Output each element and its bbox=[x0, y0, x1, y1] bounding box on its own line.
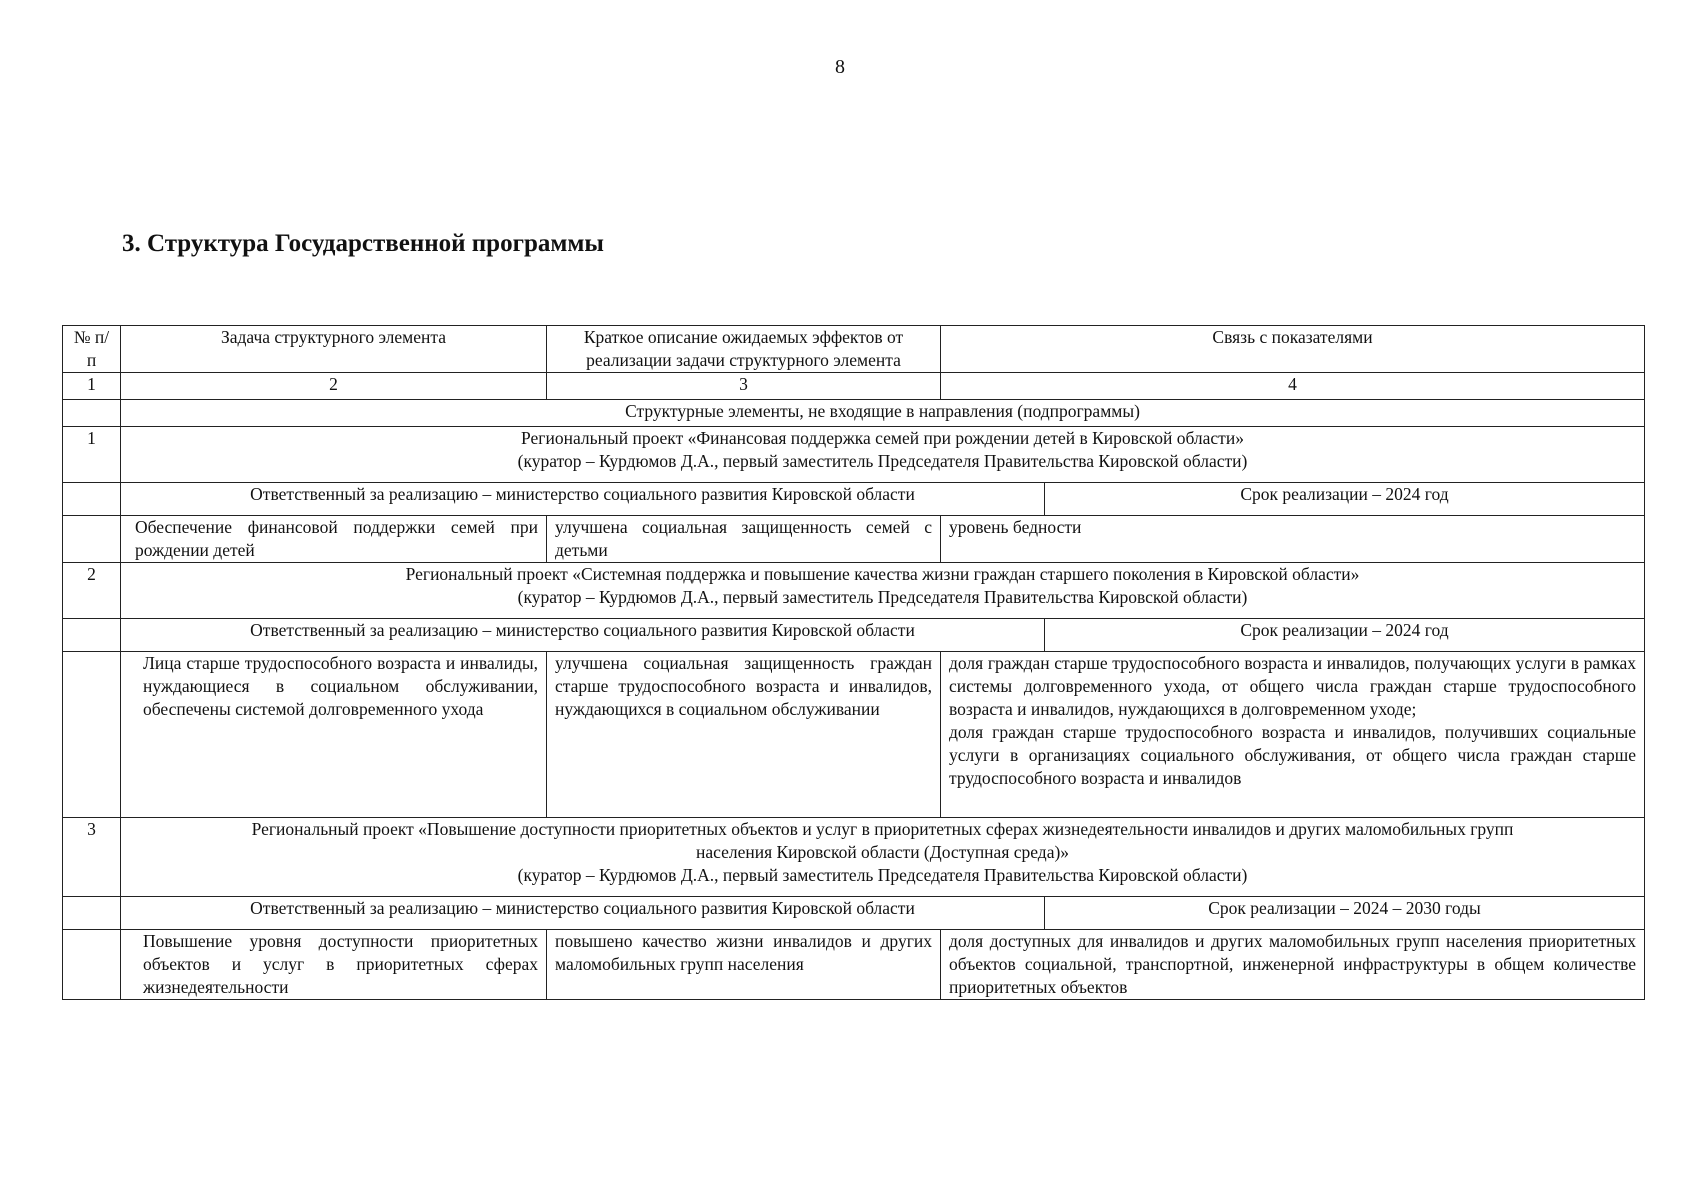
responsible-executor: Ответственный за реализацию – министерство социального развития Кировской области bbox=[121, 483, 1045, 516]
empty-cell bbox=[63, 652, 121, 818]
project-curator: (куратор – Курдюмов Д.А., первый заместитель Председателя Правительства Кировской области) bbox=[517, 587, 1248, 607]
section-title: 3. Структура Государственной программы bbox=[122, 230, 604, 257]
responsible-executor: Ответственный за реализацию – министерство социального развития Кировской области bbox=[121, 897, 1045, 930]
project-row bbox=[63, 818, 1645, 897]
task-description: Лица старше трудоспособного возраста и инвалиды, нуждающиеся в социальном обслуживании, обеспечены системой долговременного ухода bbox=[121, 652, 547, 818]
responsible-executor: Ответственный за реализацию – министерство социального развития Кировской области bbox=[121, 619, 1045, 652]
empty-cell bbox=[63, 483, 121, 516]
project-title-cell bbox=[121, 427, 1645, 483]
project-title-cell bbox=[121, 563, 1645, 619]
responsible-row bbox=[63, 897, 1645, 930]
indicators-cell bbox=[941, 652, 1645, 818]
project-number: 3 bbox=[63, 818, 121, 897]
empty-cell bbox=[63, 400, 121, 427]
column-number: 4 bbox=[941, 373, 1645, 400]
implementation-term: Срок реализации – 2024 год bbox=[1045, 619, 1645, 652]
page-number: 8 bbox=[835, 56, 845, 78]
responsible-row bbox=[63, 483, 1645, 516]
column-number: 3 bbox=[547, 373, 941, 400]
task-row bbox=[63, 652, 1645, 818]
indicators-cell bbox=[941, 930, 1645, 1000]
header-task: Задача структурного элемента bbox=[121, 326, 547, 373]
task-row bbox=[63, 930, 1645, 1000]
section-row bbox=[63, 400, 1645, 427]
indicator-text: доля граждан старше трудоспособного возраста и инвалидов, получивших социальные услуги в организациях социального обслуживания, от общего числа граждан старше трудоспособного возраста и инвалидов bbox=[949, 722, 1636, 788]
project-curator: (куратор – Курдюмов Д.А., первый заместитель Председателя Правительства Кировской области) bbox=[517, 451, 1248, 471]
implementation-term: Срок реализации – 2024 год bbox=[1045, 483, 1645, 516]
expected-effect: улучшена социальная защищенность семей с детьми bbox=[547, 516, 941, 563]
implementation-term: Срок реализации – 2024 – 2030 годы bbox=[1045, 897, 1645, 930]
empty-cell bbox=[63, 619, 121, 652]
column-number: 2 bbox=[121, 373, 547, 400]
project-title: Региональный проект «Финансовая поддержка семей при рождении детей в Кировской области» bbox=[521, 428, 1244, 448]
responsible-row bbox=[63, 619, 1645, 652]
empty-cell bbox=[63, 930, 121, 1000]
task-description: Повышение уровня доступности приоритетных объектов и услуг в приоритетных сферах жизнедеятельности bbox=[121, 930, 547, 1000]
indicator-text: уровень бедности bbox=[949, 517, 1082, 537]
column-number: 1 bbox=[63, 373, 121, 400]
table-header-row bbox=[63, 326, 1645, 373]
project-row bbox=[63, 563, 1645, 619]
project-curator: (куратор – Курдюмов Д.А., первый заместитель Председателя Правительства Кировской области) bbox=[517, 865, 1248, 885]
indicators-cell bbox=[941, 516, 1645, 563]
empty-cell bbox=[63, 897, 121, 930]
task-description: Обеспечение финансовой поддержки семей при рождении детей bbox=[121, 516, 547, 563]
task-row bbox=[63, 516, 1645, 563]
project-title-cell bbox=[121, 818, 1645, 897]
project-row bbox=[63, 427, 1645, 483]
empty-cell bbox=[63, 516, 121, 563]
structure-table bbox=[62, 325, 1645, 1000]
project-title: Региональный проект «Повышение доступности приоритетных объектов и услуг в приоритетных сферах жизнедеятельности инвалидов и других маломобильных групп bbox=[251, 819, 1514, 839]
header-number: № п/п bbox=[63, 326, 121, 373]
expected-effect: повышено качество жизни инвалидов и других маломобильных групп населения bbox=[547, 930, 941, 1000]
indicator-text: доля граждан старше трудоспособного возраста и инвалидов, получающих услуги в рамках системы долговременного ухода, от общего числа граждан старше трудоспособного возраста и инвалидов, нуждающихся в долговременном уходе; bbox=[949, 653, 1636, 719]
column-number-row bbox=[63, 373, 1645, 400]
project-title-continued: населения Кировской области (Доступная среда)» bbox=[695, 842, 1070, 862]
expected-effect: улучшена социальная защищенность граждан старше трудоспособного возраста и инвалидов, нуждающихся в социальном обслуживании bbox=[547, 652, 941, 818]
header-effects: Краткое описание ожидаемых эффектов от реализации задачи структурного элемента bbox=[547, 326, 941, 373]
section-label: Структурные элементы, не входящие в направления (подпрограммы) bbox=[121, 400, 1645, 427]
indicator-text: доля доступных для инвалидов и других маломобильных групп населения приоритетных объектов социальной, транспортной, инженерной инфраструктуры в общем количестве приоритетных объектов bbox=[949, 931, 1636, 997]
header-indicators: Связь с показателями bbox=[941, 326, 1645, 373]
project-title: Региональный проект «Системная поддержка и повышение качества жизни граждан старшего поколения в Кировской области» bbox=[405, 564, 1360, 584]
project-number: 1 bbox=[63, 427, 121, 483]
project-number: 2 bbox=[63, 563, 121, 619]
